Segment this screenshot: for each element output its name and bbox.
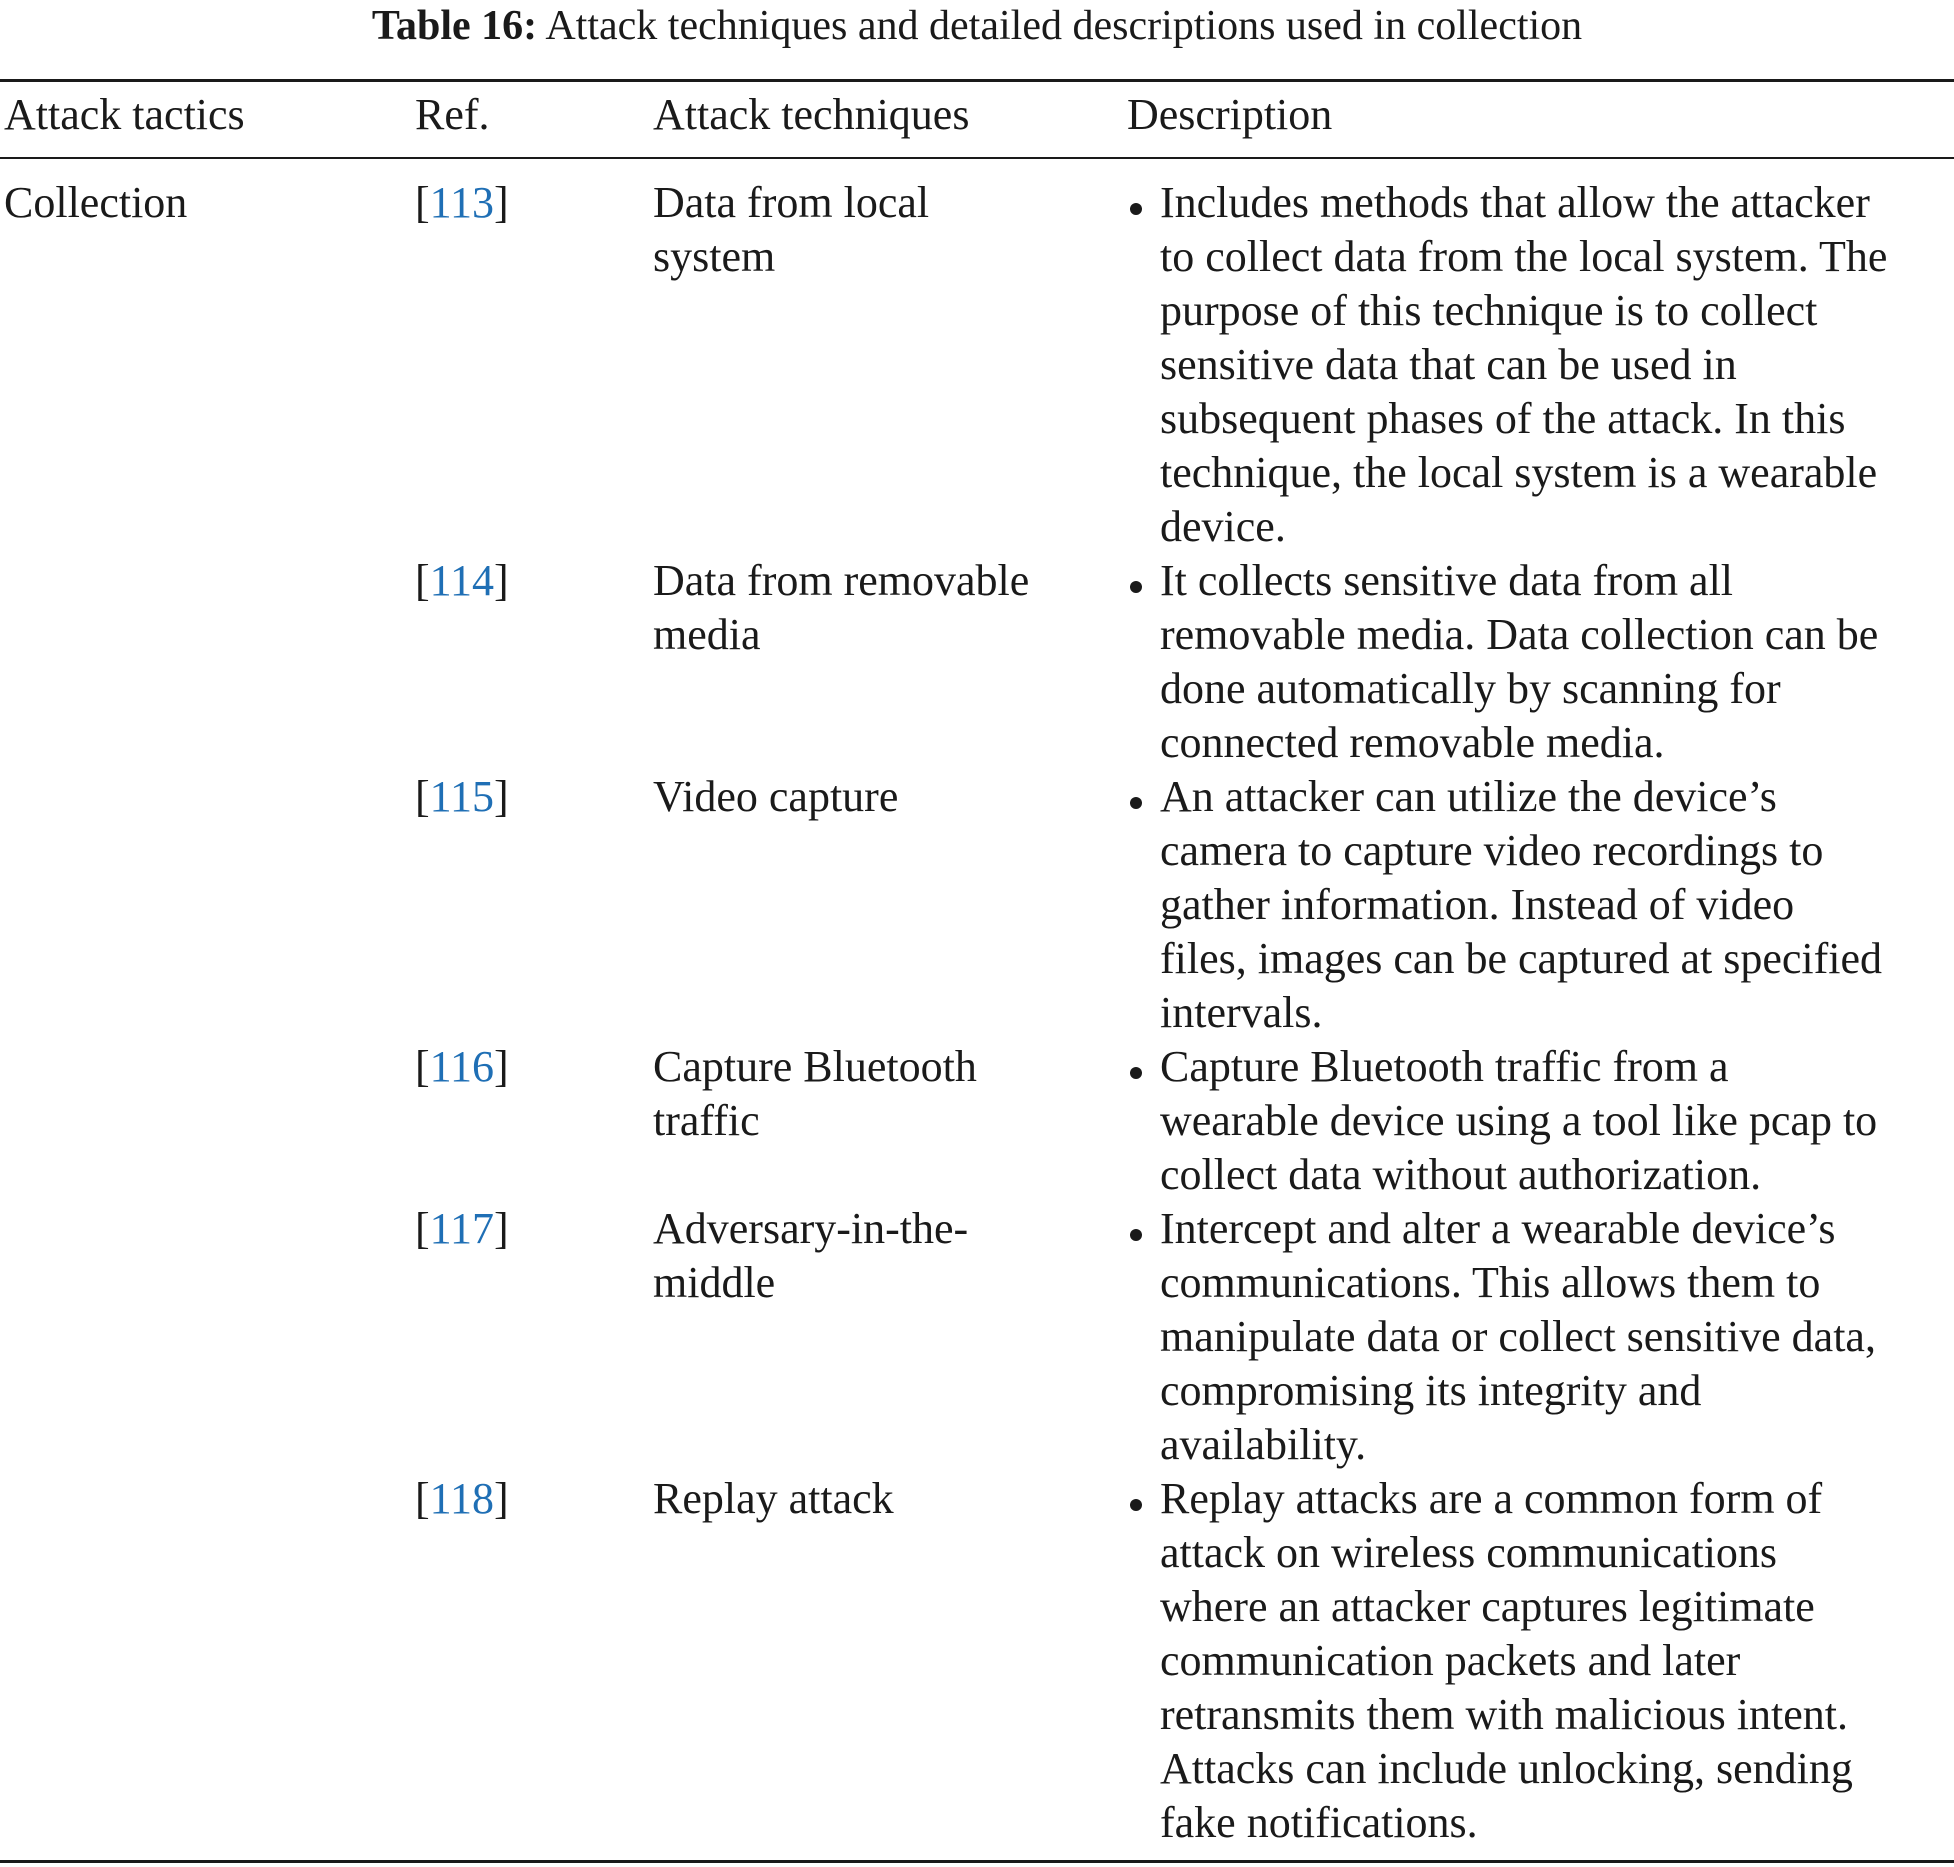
- description-text: [1160, 176, 1954, 554]
- technique-line: Capture Bluetooth: [653, 1042, 977, 1091]
- description-line: files, images can be captured at specified: [1160, 934, 1883, 983]
- technique-cell: [653, 1040, 1093, 1148]
- ref-link[interactable]: 117: [429, 1204, 495, 1253]
- ref-bracket-open: [: [415, 178, 430, 227]
- technique-line: media: [653, 610, 761, 659]
- header-attack-techniques: Attack techniques: [653, 90, 970, 139]
- bullet-icon: [1127, 176, 1157, 230]
- description-line: Replay attacks are a common form of: [1160, 1474, 1823, 1523]
- table-caption-text: Attack techniques and detailed descriptions used in collection: [545, 3, 1583, 49]
- ref-bracket-close: ]: [494, 1474, 509, 1523]
- ref-cell: [415, 1472, 509, 1526]
- description-line: device.: [1160, 502, 1286, 551]
- description-text: [1160, 1040, 1954, 1202]
- ref-bracket-open: [: [415, 556, 430, 605]
- description-line: availability.: [1160, 1420, 1367, 1469]
- ref-cell: [415, 554, 509, 608]
- description-line: An attacker can utilize the device’s: [1160, 772, 1777, 821]
- description-line: Capture Bluetooth traffic from a: [1160, 1042, 1729, 1091]
- bullet-icon: [1127, 1202, 1157, 1256]
- ref-bracket-open: [: [415, 1204, 430, 1253]
- ref-cell: [415, 770, 509, 824]
- description-line: camera to capture video recordings to: [1160, 826, 1824, 875]
- description-line: compromising its integrity and: [1160, 1366, 1702, 1415]
- ref-link[interactable]: 116: [429, 1042, 495, 1091]
- ref-bracket-close: ]: [494, 178, 509, 227]
- description-line: to collect data from the local system. The: [1160, 232, 1888, 281]
- bullet-icon: [1127, 1472, 1157, 1526]
- ref-cell: [415, 176, 509, 230]
- header-description: Description: [1127, 90, 1333, 139]
- ref-link[interactable]: 114: [429, 556, 495, 605]
- description-line: attack on wireless communications: [1160, 1528, 1778, 1577]
- description-line: subsequent phases of the attack. In this: [1160, 394, 1846, 443]
- ref-link[interactable]: 118: [429, 1474, 495, 1523]
- ref-cell: [415, 1202, 509, 1256]
- description-line: connected removable media.: [1160, 718, 1665, 767]
- description-line: technique, the local system is a wearable: [1160, 448, 1878, 497]
- ref-cell: [415, 1040, 509, 1094]
- bottom-rule: [0, 1860, 1954, 1863]
- technique-line: middle: [653, 1258, 776, 1307]
- description-line: sensitive data that can be used in: [1160, 340, 1737, 389]
- technique-cell: [653, 1202, 1093, 1310]
- description-text: [1160, 770, 1954, 1040]
- ref-bracket-open: [: [415, 1042, 430, 1091]
- technique-cell: [653, 1472, 1093, 1526]
- tactic-cell: Collection: [4, 178, 188, 227]
- technique-line: Data from local: [653, 178, 930, 227]
- technique-line: Video capture: [653, 772, 899, 821]
- bullet-icon: [1127, 1040, 1157, 1094]
- description-line: It collects sensitive data from all: [1160, 556, 1734, 605]
- technique-cell: [653, 770, 1093, 824]
- top-rule: [0, 79, 1954, 82]
- description-line: manipulate data or collect sensitive data,: [1160, 1312, 1876, 1361]
- ref-bracket-close: ]: [494, 772, 509, 821]
- ref-bracket-open: [: [415, 1474, 430, 1523]
- description-text: [1160, 554, 1954, 770]
- header-rule: [0, 157, 1954, 159]
- header-attack-tactics: Attack tactics: [4, 90, 245, 139]
- ref-bracket-open: [: [415, 772, 430, 821]
- technique-cell: [653, 554, 1093, 662]
- description-text: [1160, 1472, 1954, 1850]
- technique-line: Replay attack: [653, 1474, 894, 1523]
- table-caption-label: Table 16:: [371, 3, 538, 49]
- description-line: communication packets and later: [1160, 1636, 1741, 1685]
- description-line: communications. This allows them to: [1160, 1258, 1821, 1307]
- technique-line: system: [653, 232, 776, 281]
- ref-link[interactable]: 115: [429, 772, 495, 821]
- technique-cell: [653, 176, 1093, 284]
- description-line: wearable device using a tool like pcap to: [1160, 1096, 1878, 1145]
- description-text: [1160, 1202, 1954, 1472]
- technique-line: Adversary-in-the-: [653, 1204, 969, 1253]
- bullet-icon: [1127, 554, 1157, 608]
- ref-bracket-close: ]: [494, 556, 509, 605]
- bullet-icon: [1127, 770, 1157, 824]
- ref-bracket-close: ]: [494, 1042, 509, 1091]
- ref-bracket-close: ]: [494, 1204, 509, 1253]
- description-line: purpose of this technique is to collect: [1160, 286, 1818, 335]
- header-ref: Ref.: [415, 90, 490, 139]
- description-line: gather information. Instead of video: [1160, 880, 1795, 929]
- description-line: done automatically by scanning for: [1160, 664, 1781, 713]
- description-line: collect data without authorization.: [1160, 1150, 1762, 1199]
- ref-link[interactable]: 113: [429, 178, 495, 227]
- description-line: intervals.: [1160, 988, 1323, 1037]
- description-line: Includes methods that allow the attacker: [1160, 178, 1870, 227]
- table-caption: [0, 2, 1954, 50]
- description-line: fake notifications.: [1160, 1798, 1478, 1847]
- description-line: Attacks can include unlocking, sending: [1160, 1744, 1853, 1793]
- description-line: where an attacker captures legitimate: [1160, 1582, 1815, 1631]
- technique-line: traffic: [653, 1096, 760, 1145]
- description-line: removable media. Data collection can be: [1160, 610, 1879, 659]
- technique-line: Data from removable: [653, 556, 1030, 605]
- description-line: retransmits them with malicious intent.: [1160, 1690, 1848, 1739]
- description-line: Intercept and alter a wearable device’s: [1160, 1204, 1836, 1253]
